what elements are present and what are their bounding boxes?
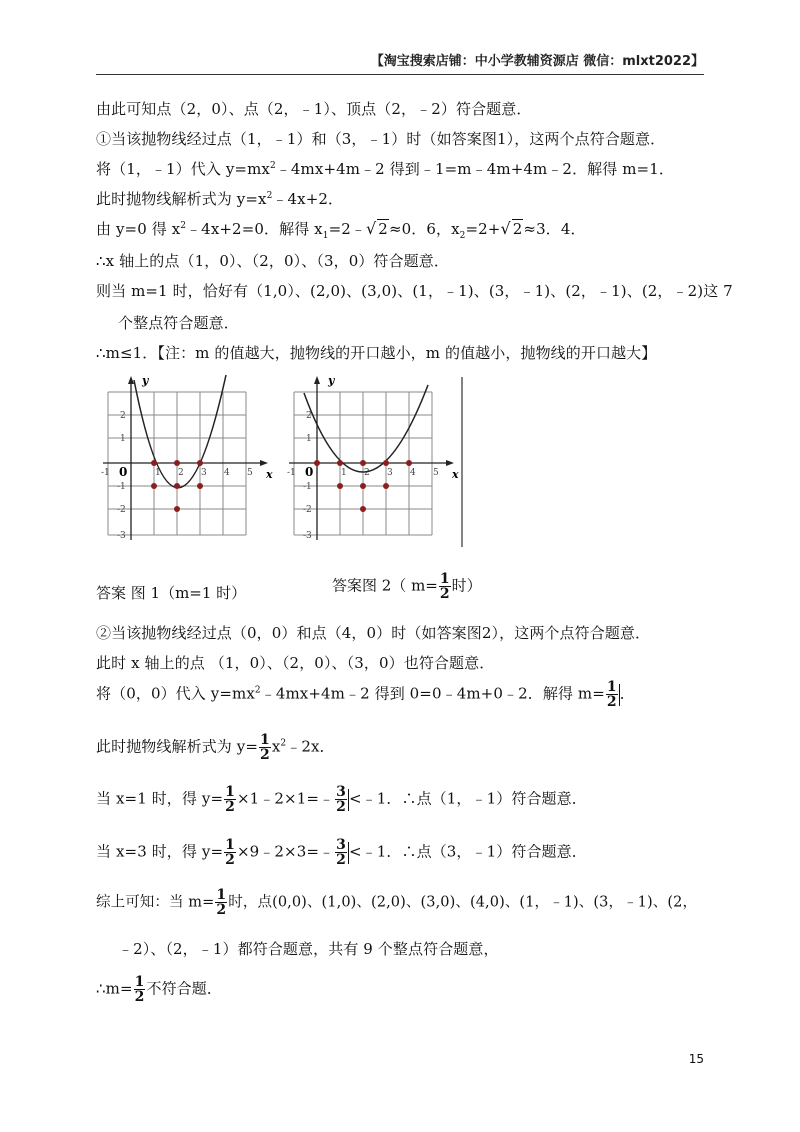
lattice-point [360, 506, 366, 512]
y-tick-label: -1 [117, 482, 126, 492]
origin-label: 0 [305, 465, 314, 479]
lattice-point [151, 460, 157, 466]
y-tick-label: -2 [117, 505, 126, 515]
text-line: 此时 x 轴上的点 （1，0）、（2，0）、（3，0）也符合题意． [96, 654, 495, 672]
fraction: $\frac{1}{2}$ [439, 571, 450, 602]
text-line: 将（1，﹣1）代入 $y=mx^2﹣4mx+4m﹣2$ 得到﹣1=m﹣4m+4m﹣2．解得 m=1． [96, 160, 674, 178]
y-tick-label: 2 [306, 411, 312, 421]
fraction: $\frac{1}{2}$ [606, 679, 617, 710]
x-tick-label: 2 [178, 468, 184, 478]
fraction: $\frac{3}{2}$ [336, 837, 346, 868]
x-tick-label: -1 [287, 468, 296, 478]
lattice-point [337, 460, 343, 466]
lattice-point [197, 460, 203, 466]
lattice-point [174, 506, 180, 512]
lattice-point [314, 460, 320, 466]
lattice-point [360, 460, 366, 466]
text-line: ①当该抛物线经过点（1，﹣1）和（3，﹣1）时（如答案图1），这两个点符合题意． [96, 130, 666, 148]
text-line: 则当 m=1 时，恰好有（1,0）、(2,0)、(3,0)、(1，﹣1)、(3，﹣1)、(2，﹣1)、(2，﹣2)这 7 [96, 282, 733, 300]
x-axis-label: x [266, 468, 273, 481]
fraction: $\frac{1}{2}$ [260, 732, 270, 763]
x-tick-label: 1 [341, 468, 347, 478]
text-line: 将（0，0）代入 $y=mx^2﹣4mx+4m﹣2$ 得到 0=0﹣4m+0﹣2．解得 m= $\frac{1}{2}$ ． [96, 679, 635, 710]
lattice-point [174, 483, 180, 489]
y-axis-label: y [328, 375, 335, 387]
y-tick-label: -3 [303, 531, 312, 541]
text-line: 此时抛物线解析式为 $y=x^2﹣4x+2$． [96, 190, 344, 208]
text-line: 此时抛物线解析式为 y= $\frac{1}{2}$ $x^2﹣2x$． [96, 732, 335, 763]
x-tick-label: 2 [364, 468, 370, 478]
lattice-point [337, 483, 343, 489]
y-tick-label: -1 [303, 482, 312, 492]
figure-caption-1: 答案 图 1（m=1 时） [96, 584, 247, 602]
text-line: 由此可知点（2，0）、点（2，﹣1）、顶点（2，﹣2）符合题意． [96, 100, 532, 118]
lattice-point [151, 483, 157, 489]
x-tick-label: 3 [387, 468, 393, 478]
y-tick-label: 2 [120, 411, 126, 421]
lattice-point [406, 460, 412, 466]
fraction: $\frac{1}{2}$ [225, 837, 235, 868]
figure-caption-2: 答案图 2（ m= $\frac{1}{2}$ 时） [332, 571, 482, 602]
lattice-point [360, 483, 366, 489]
lattice-point [174, 460, 180, 466]
parabola-graph-1 [100, 375, 280, 545]
lattice-point [383, 483, 389, 489]
fraction: $\frac{1}{2}$ [134, 974, 145, 1005]
text-line: ∴x 轴上的点（1，0）、（2，0）、（3，0）符合题意． [96, 252, 449, 270]
text-line: 综上可知：当 m= $\frac{1}{2}$ 时，点(0,0)、(1,0)、(2,0)、(3,0)、(4,0)、(1，﹣1)、(3，﹣1)、(2， [96, 887, 698, 918]
text-line: ②当该抛物线经过点（0，0）和点（4，0）时（如答案图2），这两个点符合题意． [96, 624, 651, 642]
lattice-point [383, 460, 389, 466]
text-line: 个整点符合题意． [118, 314, 239, 332]
text-line: 当 x=1 时，得 y= $\frac{1}{2}$ ×1﹣2×1=﹣ $\frac{3}{2}$ <﹣1．∴点（1，﹣1）符合题意． [96, 784, 587, 815]
x-tick-label: 4 [224, 468, 230, 478]
x-tick-label: -1 [101, 468, 110, 478]
text-line: 当 x=3 时，得 y= $\frac{1}{2}$ ×9﹣2×3=﹣ $\frac{3}{2}$ <﹣1．∴点（3，﹣1）符合题意． [96, 837, 587, 868]
x-tick-label: 4 [410, 468, 416, 478]
x-tick-label: 5 [433, 468, 439, 478]
page-number: 15 [688, 1052, 704, 1066]
header-text: 【淘宝搜索店铺：中小学教辅资源店 微信：mlxt2022】 [370, 54, 704, 69]
text-line: ﹣2）、（2，﹣1）都符合题意，共有 9 个整点符合题意， [118, 940, 499, 958]
x-tick-label: 5 [247, 468, 253, 478]
y-tick-label: 1 [306, 434, 312, 444]
text-line: ∴m= $\frac{1}{2}$ 不符合题． [96, 974, 222, 1005]
text-line: ∴m≤1．【注：m 的值越大，抛物线的开口越小，m 的值越小，抛物线的开口越大】 [96, 344, 657, 362]
lattice-point [197, 483, 203, 489]
y-tick-label: 1 [120, 434, 126, 444]
parabola-graph-2 [286, 375, 466, 550]
fraction: $\frac{3}{2}$ [336, 784, 346, 815]
x-tick-label: 1 [155, 468, 161, 478]
origin-label: 0 [119, 465, 128, 479]
y-axis-label: y [142, 375, 149, 387]
x-tick-label: 3 [201, 468, 207, 478]
y-tick-label: -2 [303, 505, 312, 515]
sqrt-expression: 2 [378, 220, 388, 238]
header-rule [96, 74, 704, 75]
fraction: $\frac{1}{2}$ [216, 887, 227, 918]
fraction: $\frac{1}{2}$ [225, 784, 235, 815]
x-axis-label: x [452, 468, 459, 481]
y-tick-label: -3 [117, 531, 126, 541]
sqrt-expression: 2 [512, 220, 523, 238]
text-line: 由 y=0 得 $x^2﹣4x+2=0$．解得 $x_1=2﹣√$ 2≈0．6，$x_2=2+√$ 2≈3．4． [96, 219, 586, 241]
